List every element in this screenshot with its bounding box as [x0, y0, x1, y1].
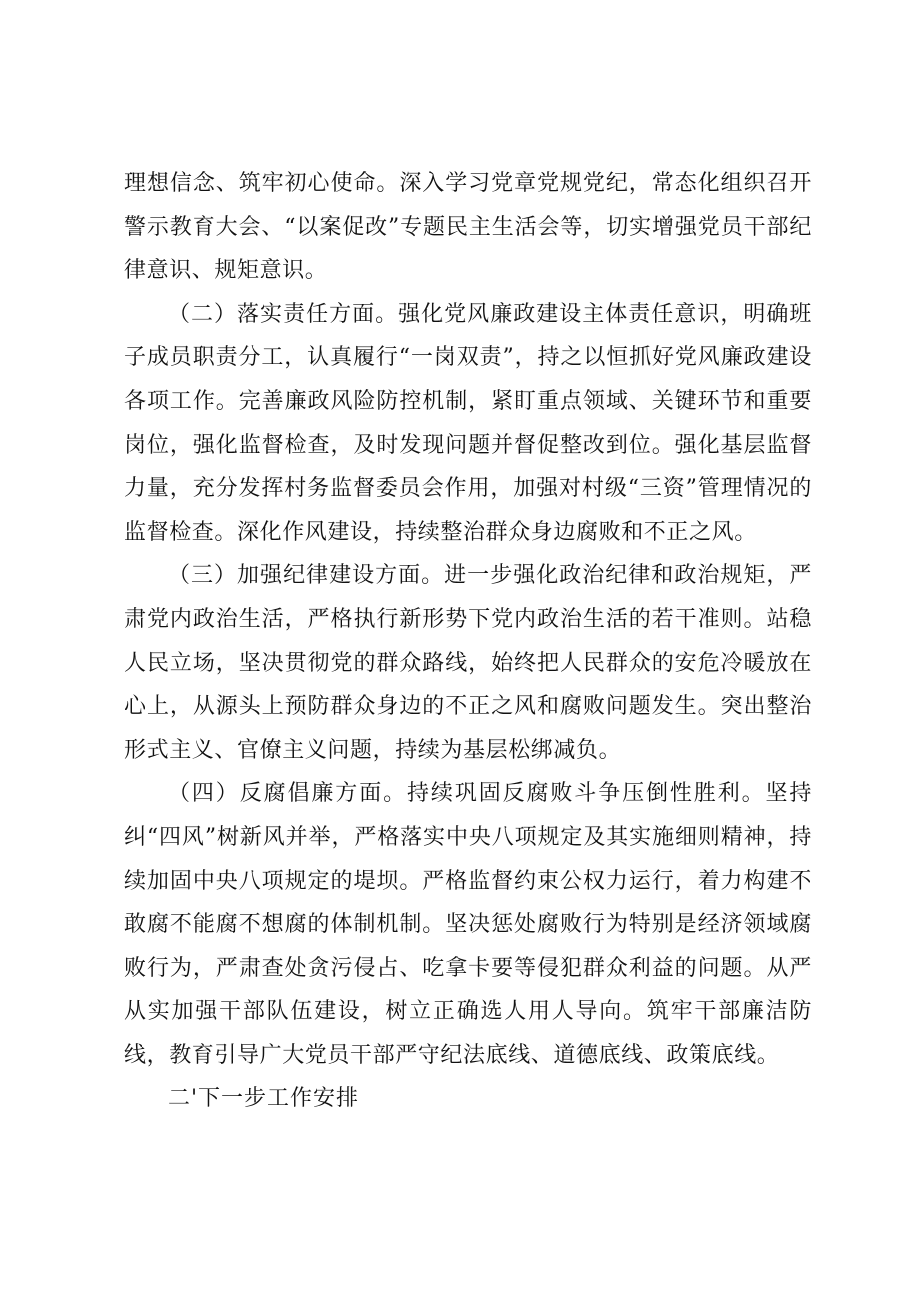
section-heading-next-steps: 二'下一步工作安排 — [168, 1086, 360, 1112]
paragraph-responsibility: （二）落实责任方面。强化党风廉政建设主体责任意识，明确班子成员职责分工，认真履行“一岗双责”，持之以恒抓好党风廉政建设各项工作。完善廉政风险防控机制，紧盯重点领域、关键环节和重要岗位，强化监督检查，及时发现问题并督促整改到位。强化基层监督力量，充分发挥村务监督委员会作用，加强对村级“三资”管理情况的监督检查。深化作风建设，持续整治群众身边腐败和不正之风。 — [124, 301, 812, 545]
document-body — [124, 162, 812, 1121]
paragraph-continuation: 理想信念、筑牢初心使命。深入学习党章党规党纪，常态化组织召开警示教育大会、“以案促改”专题民主生活会等，切实增强党员干部纪律意识、规矩意识。 — [124, 171, 812, 284]
paragraph-anticorruption: （四）反腐倡廉方面。持续巩固反腐败斗争压倒性胜利。坚持纠“四风”树新风并举，严格落实中央八项规定及其实施细则精神，持续加固中央八项规定的堤坝。严格监督约束公权力运行，着力构建不敢腐不能腐不想腐的体制机制。坚决惩处腐败行为特别是经济领域腐败行为，严肃查处贪污侵占、吃拿卡要等侵犯群众利益的问题。从严从实加强干部队伍建设，树立正确选人用人导向。筑牢干部廉洁防线，教育引导广大党员干部严守纪法底线、道德底线、政策底线。 — [124, 781, 812, 1068]
paragraph-discipline: （三）加强纪律建设方面。进一步强化政治纪律和政治规矩，严肃党内政治生活，严格执行新形势下党内政治生活的若干准则。站稳人民立场，坚决贯彻党的群众路线，始终把人民群众的安危冷暖放在心上，从源头上预防群众身边的不正之风和腐败问题发生。突出整治形式主义、官僚主义问题，持续为基层松绑减负。 — [124, 563, 812, 763]
